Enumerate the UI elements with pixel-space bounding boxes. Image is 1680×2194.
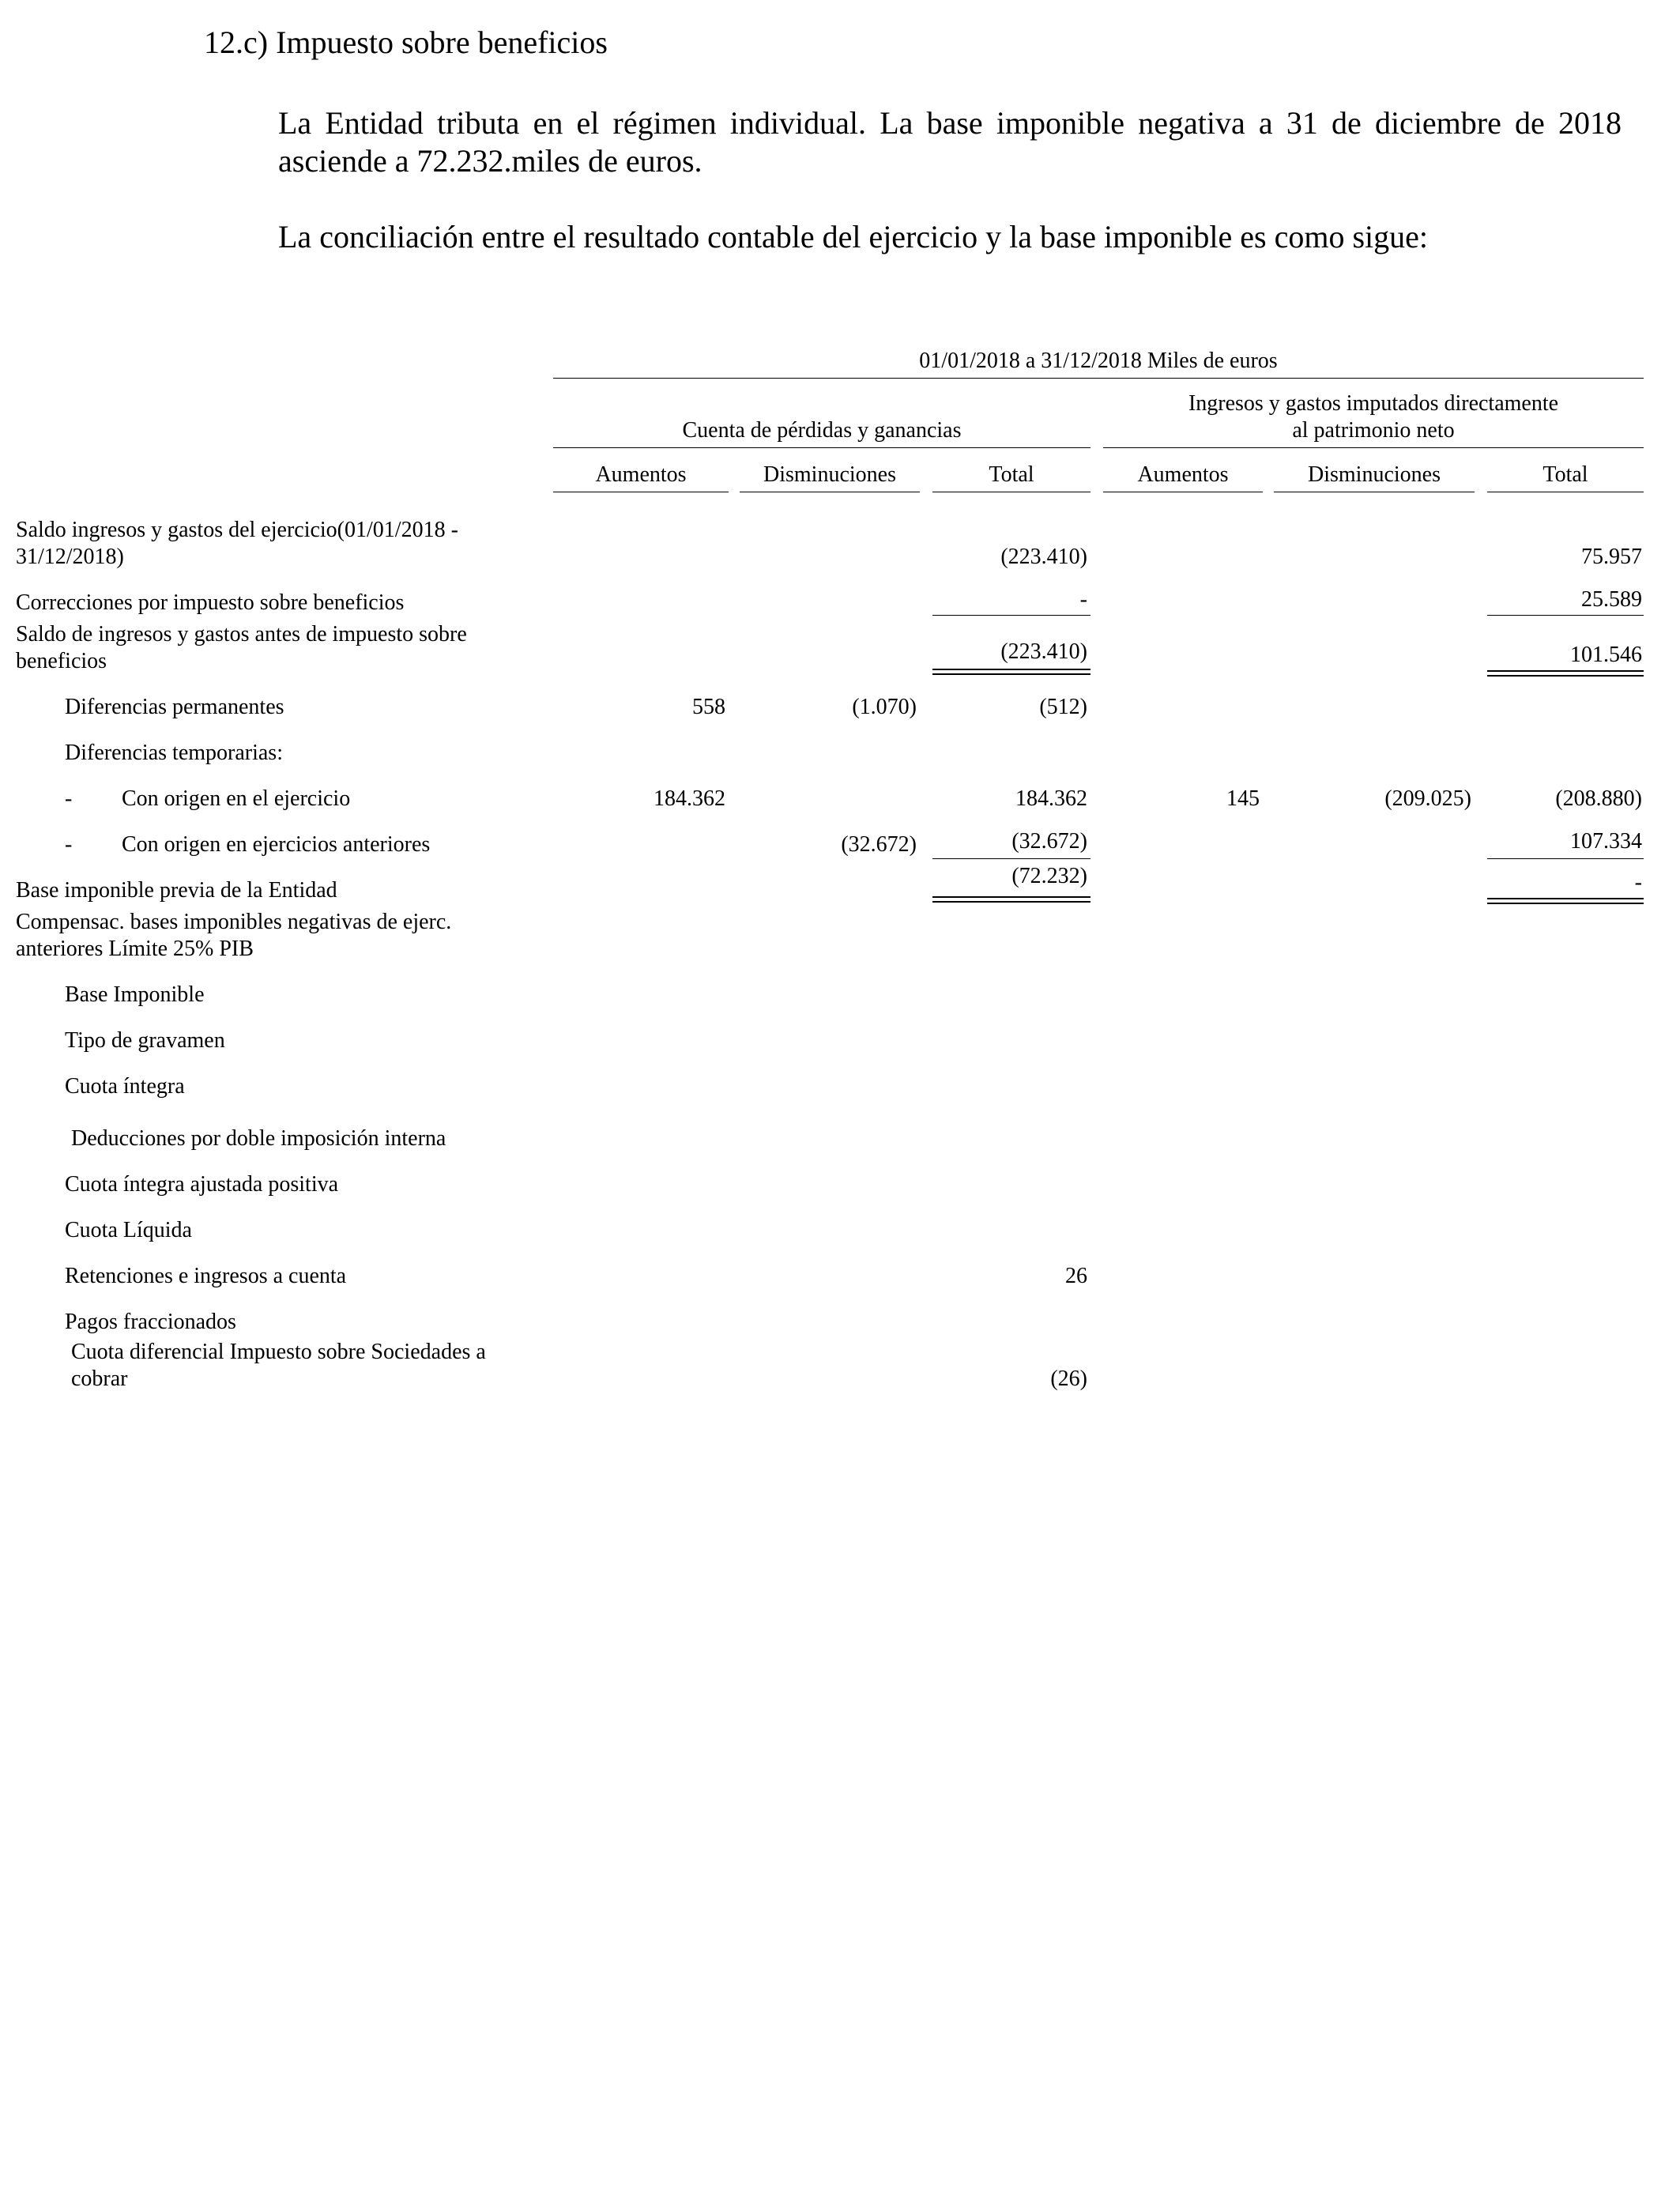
col-header-pn-aumentos: Aumentos (1137, 462, 1229, 487)
total-double-rule (1487, 898, 1644, 904)
total-double-rule (932, 669, 1090, 675)
cell-pyg-disminuciones: (32.672) (841, 832, 917, 857)
cell-pn-total: 107.334 (1570, 829, 1642, 854)
row-label: Cuota íntegra (65, 1074, 185, 1099)
row-label: Saldo ingresos y gastos del ejercicio(01/01/2018 - 31/12/2018) (16, 518, 458, 569)
period-header: 01/01/2018 a 31/12/2018 Miles de euros (919, 349, 1278, 373)
row-label: Tipo de gravamen (65, 1028, 225, 1053)
row-dash: - (65, 832, 73, 857)
intro-paragraph: La Entidad tributa en el régimen individual. La base imponible negativa a 31 de diciembre de 2018 asciende a 72.232.miles de euros. (278, 105, 1622, 179)
row-label: Cuota íntegra ajustada positiva (65, 1172, 339, 1197)
row-label: Base Imponible (65, 982, 205, 1007)
cell-pyg-aumentos: 184.362 (654, 786, 725, 811)
row-label: Pagos fraccionados (65, 1310, 236, 1334)
cell-pyg-total: 184.362 (1015, 786, 1087, 811)
row-label: Cuota Líquida (65, 1218, 192, 1242)
row-label: Base imponible previa de la Entidad (16, 878, 337, 903)
group-rule-pn (1103, 447, 1644, 448)
total-double-rule (1487, 670, 1644, 677)
subtotal-rule (932, 858, 1090, 859)
row-label: Compensac. bases imponibles negativas de ejerc. anteriores Límite 25% PIB (16, 910, 452, 961)
reconciliation-intro: La conciliación entre el resultado contable del ejercicio y la base imponible es como sigue: (278, 219, 1428, 254)
cell-pn-total: - (1634, 870, 1642, 895)
col-header-pn-disminuciones: Disminuciones (1308, 462, 1441, 487)
cell-pyg-total: (512) (1039, 695, 1087, 719)
row-label: Diferencias permanentes (65, 695, 284, 719)
cell-pn-total: (208.880) (1555, 786, 1642, 811)
group-header-pn-line1: Ingresos y gastos imputados directamente (1188, 391, 1559, 416)
subtotal-rule (1487, 615, 1644, 616)
row-label: Diferencias temporarias: (65, 741, 283, 765)
col-header-pyg-aumentos: Aumentos (595, 462, 687, 487)
total-double-rule (932, 896, 1090, 903)
row-label: Con origen en ejercicios anteriores (122, 832, 431, 857)
cell-pyg-disminuciones: (1.070) (852, 695, 917, 719)
cell-pyg-total: - (1079, 587, 1087, 612)
subtotal-rule (932, 615, 1090, 616)
col-header-pn-total: Total (1543, 462, 1588, 487)
row-label: Correcciones por impuesto sobre beneficios (16, 590, 405, 615)
row-label: Con origen en el ejercicio (122, 786, 351, 811)
cell-pn-disminuciones: (209.025) (1384, 786, 1471, 811)
section-heading: 12.c) Impuesto sobre beneficios (204, 25, 608, 60)
group-rule-pyg (553, 447, 1090, 448)
cell-pyg-total: 26 (1065, 1264, 1087, 1288)
row-label: Retenciones e ingresos a cuenta (65, 1264, 347, 1288)
header-rule (553, 378, 1644, 379)
cell-pn-total: 25.589 (1581, 587, 1642, 612)
row-label: Deducciones por doble imposición interna (71, 1126, 446, 1151)
cell-pyg-total: (72.232) (1011, 864, 1087, 888)
cell-pyg-aumentos: 558 (692, 695, 725, 719)
cell-pn-aumentos: 145 (1226, 786, 1260, 811)
cell-pn-total: 101.546 (1570, 643, 1642, 667)
cell-pyg-total: (32.672) (1011, 829, 1087, 854)
row-label: Cuota diferencial Impuesto sobre Sociedades a cobrar (71, 1340, 486, 1391)
col-header-pyg-total: Total (989, 462, 1034, 487)
cell-pyg-total: (26) (1050, 1367, 1087, 1391)
group-header-pyg: Cuenta de pérdidas y ganancias (682, 418, 962, 443)
row-label: Saldo de ingresos y gastos antes de impuesto sobre beneficios (16, 622, 467, 673)
cell-pyg-total: (223.410) (1000, 545, 1087, 569)
row-dash: - (65, 786, 73, 811)
col-header-pyg-disminuciones: Disminuciones (763, 462, 896, 487)
cell-pyg-total: (223.410) (1000, 639, 1087, 664)
subtotal-rule (1487, 858, 1644, 859)
cell-pn-total: 75.957 (1581, 545, 1642, 569)
group-header-pn-line2: al patrimonio neto (1292, 418, 1455, 443)
